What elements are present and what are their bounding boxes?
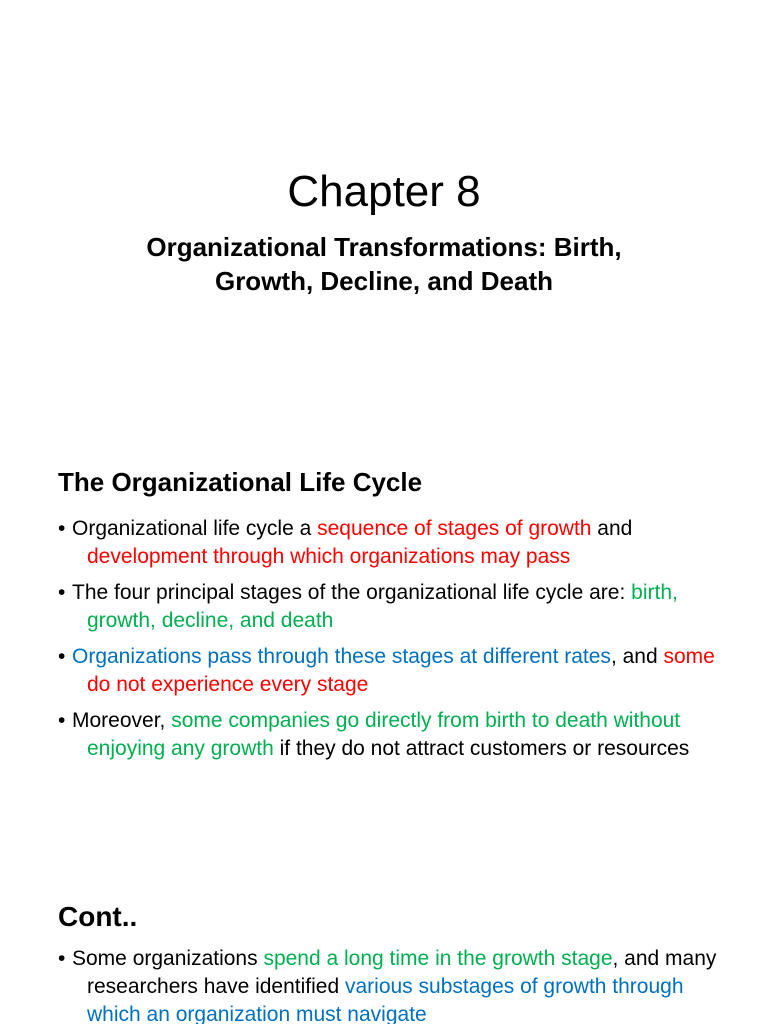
bullet-segment: various substages of growth through which an organization must navigate (87, 975, 684, 1024)
bullet-segment: Some organizations (72, 947, 264, 970)
section-heading-life-cycle: The Organizational Life Cycle (58, 467, 423, 497)
bullet-item (58, 579, 738, 635)
bullet-segment: Organizational life cycle a (72, 517, 318, 540)
bullet-item (58, 707, 738, 763)
bullet-segment: development through which organizations may pass (87, 545, 571, 568)
bullet-item (58, 515, 738, 571)
chapter-subtitle-line-2: Growth, Decline, and Death (214, 266, 554, 296)
bullet-segment: birth, growth, decline, and death (87, 581, 678, 632)
chapter-title: Chapter 8 (287, 167, 481, 216)
bullet-icon: • (58, 947, 66, 970)
bullet-segment: some companies go directly from birth to death without enjoying any growth (87, 709, 681, 760)
bullet-text (72, 645, 715, 696)
bullet-text (72, 947, 717, 1024)
bullet-list-life-cycle (58, 515, 738, 771)
bullet-icon: • (58, 709, 66, 732)
bullet-icon: • (58, 581, 66, 604)
bullet-text (72, 581, 678, 632)
bullet-segment: spend a long time in the growth stage (263, 947, 613, 970)
bullet-list-cont (58, 945, 738, 1024)
bullet-segment: Organizations pass through these stages at different rates (72, 645, 611, 668)
bullet-segment: , and (610, 645, 664, 668)
bullet-segment: some do not experience every stage (87, 645, 715, 696)
bullet-segment: The four principal stages of the organizational life cycle are: (72, 581, 632, 604)
bullet-segment: sequence of stages of growth (317, 517, 592, 540)
chapter-subtitle (0, 230, 768, 298)
bullet-item (58, 945, 738, 1024)
bullet-segment: , and many researchers have identified (87, 947, 717, 998)
bullet-item (58, 643, 738, 699)
section-heading-cont: Cont.. (58, 901, 138, 932)
bullet-icon: • (58, 645, 66, 668)
chapter-subtitle-line-1: Organizational Transformations: Birth, (146, 232, 622, 262)
bullet-text (72, 517, 633, 568)
bullet-segment: Moreover, (72, 709, 172, 732)
bullet-segment: and (591, 517, 633, 540)
bullet-text (72, 709, 690, 760)
bullet-icon: • (58, 517, 66, 540)
bullet-segment: if they do not attract customers or resources (273, 737, 690, 760)
